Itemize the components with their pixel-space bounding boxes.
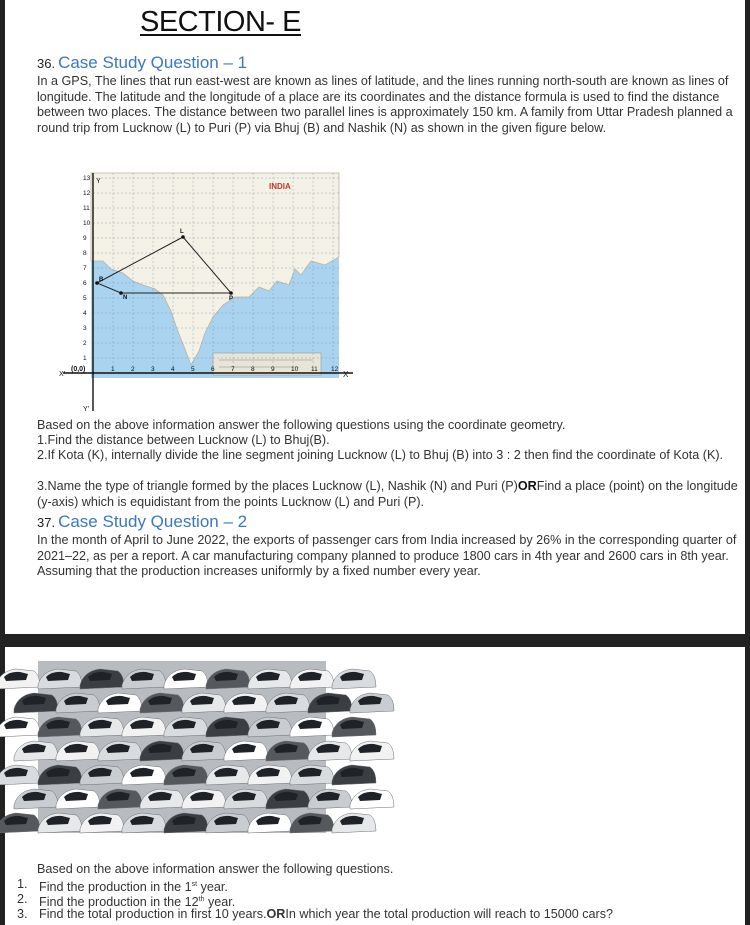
x-tick-label: 1	[111, 366, 115, 373]
map-title: INDIA	[269, 182, 291, 191]
car-shape	[332, 813, 376, 833]
part-3-text-end: In which year the total production will reach to 15000 cars?	[285, 907, 614, 921]
x-tick-label: 11	[311, 366, 318, 373]
y-tick-label: 1	[83, 355, 87, 362]
car-shape	[332, 717, 376, 737]
part-3-or-keyword: OR	[266, 907, 286, 921]
section-title: SECTION- E	[140, 6, 301, 38]
question-37-number: 37.	[37, 515, 56, 530]
question-36-number: 36.	[37, 56, 56, 71]
india-map-figure	[59, 165, 361, 415]
question-36-part-2: 2.If Kota (K), internally divide the line segment joining Lucknow (L) to Bhuj (B) into 3 : 2 then find the coordinate of Kota (K).	[37, 448, 724, 462]
x-tick-label: 2	[131, 366, 135, 373]
part-2-sup: th	[198, 896, 205, 903]
question-36-part-1: 1.Find the distance between Lucknow (L) to Bhuj(B).	[37, 433, 330, 447]
part-2-text-end: year.	[204, 895, 236, 910]
y-tick-label: 8	[83, 250, 87, 257]
question-36-part-3b: Find a place (point) on the longitude (y-axis) which is equidistant from the points Lucknow (L) and Puri (P).	[37, 479, 738, 509]
x-tick-label: 9	[271, 366, 275, 373]
y-neg-label: Y'	[83, 406, 90, 413]
y-axis-label: Y	[96, 178, 101, 185]
y-tick-label: 10	[83, 220, 91, 227]
question-36-part-3	[37, 479, 739, 510]
point-lucknow	[181, 235, 185, 239]
document-page-1	[5, 0, 745, 634]
car-shape	[0, 717, 40, 737]
car-shape	[0, 765, 40, 785]
label-nashik: N	[123, 295, 128, 301]
part-1-number: 1.	[17, 877, 28, 891]
map-legend-box	[213, 353, 321, 375]
question-36-title: Case Study Question – 1	[58, 53, 248, 72]
x-axis-label: X	[343, 370, 349, 379]
car-shape	[0, 669, 40, 689]
y-tick-label: 4	[83, 310, 87, 317]
y-tick-label: 2	[83, 340, 87, 347]
question-37-title: Case Study Question – 2	[58, 512, 248, 531]
car-shape	[332, 765, 376, 785]
y-tick-label: 7	[83, 265, 87, 272]
y-tick-label: 9	[83, 235, 87, 242]
part-2-text: Find the production in the 12	[39, 895, 199, 910]
question-36-intro: In a GPS, The lines that run east-west are known as lines of latitude, and the lines running north-south are known as lines of longitude. The latitude and the longitude of a place are its coordinates and the distance formula is used to find the distance between two places. The distance between two parallel lines is approximately 150 km. A family from Uttar Pradesh planned a round trip from Lucknow (L) to Puri (P) via Bhuj (B) and Nashik (N) as shown in the given figure below.	[37, 74, 733, 135]
x-tick-label: 6	[211, 366, 215, 373]
or-keyword: OR	[517, 479, 537, 493]
car-shape	[14, 741, 58, 761]
car-shape	[332, 669, 376, 689]
label-bhuj: B	[99, 277, 104, 283]
car-shape	[350, 789, 394, 809]
y-tick-label: 6	[83, 280, 87, 287]
x-tick-label: 7	[231, 366, 235, 373]
question-37-lead: Based on the above information answer the following questions.	[37, 862, 394, 876]
part-3-text: Find the total production in first 10 years.	[39, 907, 267, 921]
origin-label: (0,0)	[71, 366, 86, 373]
point-puri	[229, 291, 233, 295]
x-tick-label: 5	[191, 366, 195, 373]
y-tick-label: 5	[83, 295, 87, 302]
document-page-2	[5, 647, 745, 925]
question-37-intro: In the month of April to June 2022, the exports of passenger cars from India increased by 26% in the corresponding quarter of 2021–22, as per a report. A car manufacturing company planned to produce 1800 cars in 4th year and 2600 cars in 8th year. Assuming that the production increases uniformly by a fixed number every year.	[37, 533, 737, 579]
part-1-text-end: year.	[197, 880, 228, 895]
part-1-text: Find the production in the 1	[39, 880, 192, 895]
car-lot-photo	[38, 661, 326, 833]
x-tick-label: 3	[151, 366, 155, 373]
y-tick-label: 13	[83, 175, 91, 182]
y-tick-label: 3	[83, 325, 87, 332]
question-36-part-3a: 3.Name the type of triangle formed by the places Lucknow (L), Nashik (N) and Puri (P)	[37, 479, 518, 493]
question-37-heading	[37, 512, 247, 532]
x-tick-label: 12	[331, 366, 339, 373]
label-puri: P	[229, 296, 234, 302]
label-lucknow: L	[180, 229, 184, 235]
question-36-lead: Based on the above information answer the following questions using the coordinate geometry.	[37, 418, 566, 432]
car-shape	[14, 693, 58, 713]
y-tick-label: 12	[83, 190, 91, 197]
car-shape	[14, 789, 58, 809]
x-tick-label: 4	[171, 366, 175, 373]
part-2-number: 2.	[17, 892, 28, 906]
x-tick-label: 8	[251, 366, 255, 373]
car-shape	[350, 693, 394, 713]
y-tick-label: 11	[83, 205, 90, 212]
car-shape	[350, 741, 394, 761]
part-1-sup: st	[191, 881, 198, 888]
car-shape	[0, 813, 40, 833]
part-3-number: 3.	[17, 907, 28, 921]
x-tick-label: 10	[291, 366, 299, 373]
x-neg-label: X'	[59, 371, 66, 378]
question-36-heading	[37, 53, 247, 73]
